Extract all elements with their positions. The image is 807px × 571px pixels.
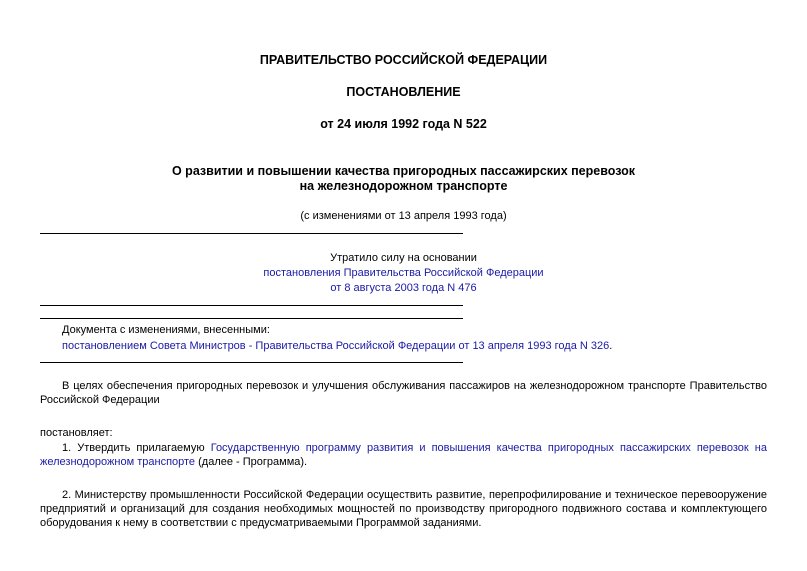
amendments-period: . bbox=[609, 340, 613, 352]
divider-middle-2 bbox=[40, 318, 463, 319]
item-1-prefix: 1. Утвердить прилагаемую bbox=[62, 442, 211, 454]
resolves-paragraph: постановляет: bbox=[40, 427, 113, 439]
divider-middle bbox=[40, 305, 463, 306]
repeal-decree-date-link[interactable]: от 8 августа 2003 года N 476 bbox=[330, 282, 477, 294]
amendments-link-line bbox=[62, 339, 767, 353]
amendment-decree-link[interactable]: постановлением Совета Министров - Правительства Российской Федерации от 13 апреля 1993 года N 326 bbox=[62, 340, 610, 352]
state-program-link[interactable]: Государственную программу развития и повышения качества пригородных пассажирских перевозок на железнодорожном транспорте bbox=[40, 442, 767, 468]
divider-top bbox=[40, 233, 463, 234]
document-type-heading: ПОСТАНОВЛЕНИЕ bbox=[346, 85, 461, 99]
divider-bottom bbox=[40, 362, 463, 363]
item-1-suffix: (далее - Программа). bbox=[195, 456, 308, 468]
document-title-line-2: на железнодорожном транспорте bbox=[299, 179, 508, 193]
document-date-number: от 24 июля 1992 года N 522 bbox=[320, 117, 487, 131]
repeal-link-line-1 bbox=[40, 266, 767, 281]
item-2-paragraph: 2. Министерству промышленности Российской Федерации осуществить развитие, перепрофилирование и техническое перевооружение предприятий и организаций для создания необходимых мощностей по производству пригородного подвижного состава и комплектующего оборудования к нему в соответствии с предусматриваемыми Программой заданиями. bbox=[40, 489, 767, 529]
item-1-paragraph bbox=[40, 441, 767, 469]
repeal-text: Утратило силу на основании bbox=[330, 252, 477, 264]
repeal-link-line-2 bbox=[40, 281, 767, 296]
amendments-note: (с изменениями от 13 апреля 1993 года) bbox=[300, 210, 507, 222]
document-title-line-1: О развитии и повышении качества пригородных пассажирских перевозок bbox=[171, 164, 636, 178]
preamble-paragraph: В целях обеспечения пригородных перевозок и улучшения обслуживания пассажиров на железнодорожном транспорте Правительство Российской Федерации bbox=[40, 380, 767, 406]
amendments-label: Документа с изменениями, внесенными: bbox=[62, 324, 270, 336]
government-heading: ПРАВИТЕЛЬСТВО РОССИЙСКОЙ ФЕДЕРАЦИИ bbox=[259, 53, 548, 67]
repeal-decree-link[interactable]: постановления Правительства Российской Федерации bbox=[263, 267, 544, 279]
